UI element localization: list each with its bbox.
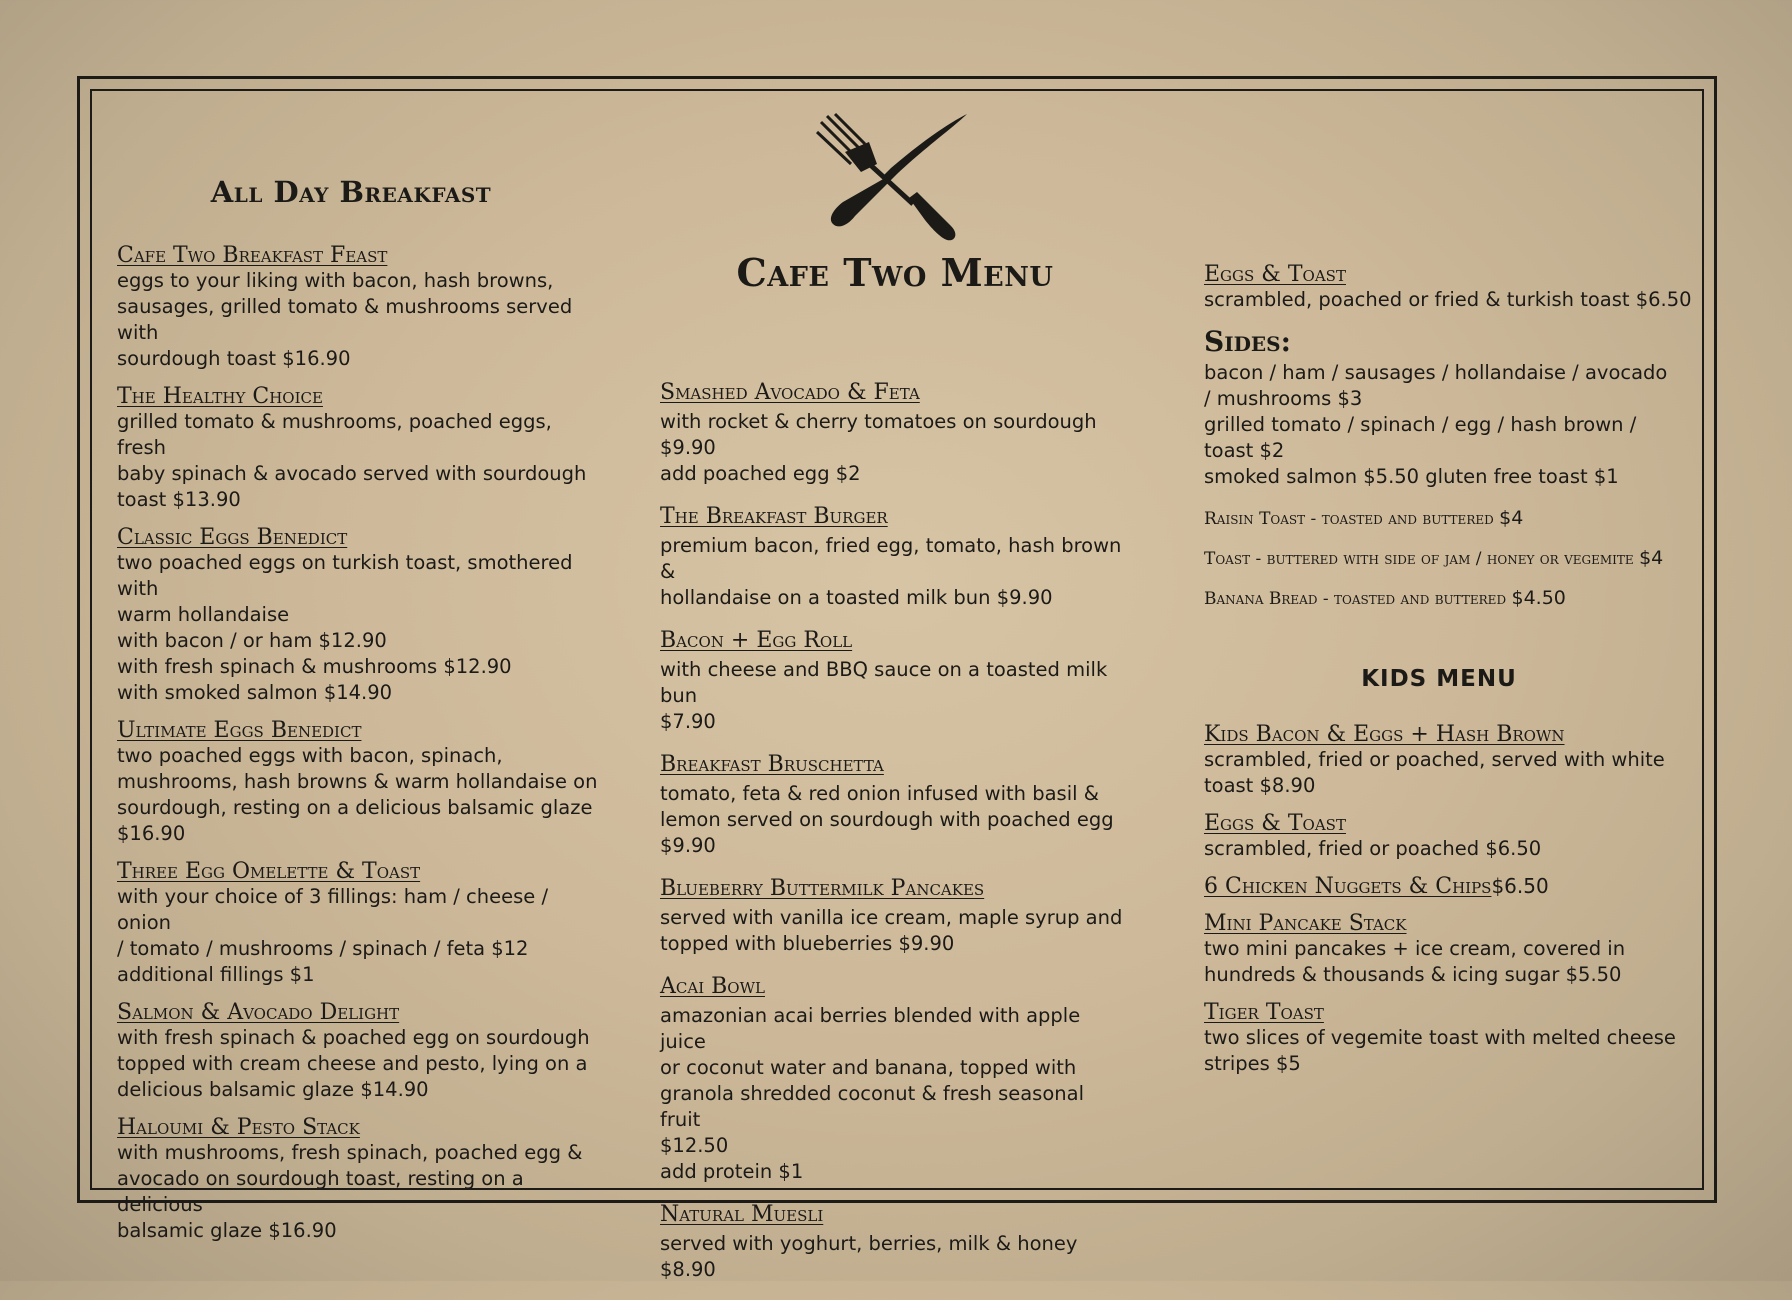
menu-item-name [660,876,1130,901]
menu-item-name [1204,1000,1694,1025]
menu-item-name [117,1000,602,1025]
menu-item-line: warm hollandaise [117,603,290,626]
menu-item-line: $9.90 [660,436,716,459]
menu-item-name [117,243,602,268]
menu-item [660,752,1130,859]
menu-item-name-text: Kids Bacon & Eggs + Hash Brown [1204,722,1565,747]
menu-item-name-text: Salmon & Avocado Delight [117,1000,400,1025]
menu-item-name [117,718,602,743]
menu-item-line: lemon served on sourdough with poached egg [660,808,1114,831]
menu-item [117,718,602,847]
menu-item [1204,1000,1694,1077]
menu-item-line: with cheese and BBQ sauce on a toasted milk bun [660,658,1108,707]
kids-menu-list [1204,722,1694,1077]
middle-menu-list [660,380,1130,1283]
menu-item-name [660,752,1130,777]
menu-item [1204,874,1694,899]
menu-item-description [117,1025,602,1103]
menu-item-name [1204,911,1694,936]
sides-heading: Sides: [1204,325,1291,358]
menu-item-name [117,384,602,409]
menu-item-name: Eggs & Toast [1204,262,1346,287]
menu-item-line: delicious balsamic glaze $14.90 [117,1078,429,1101]
menu-item-name-text: Ultimate Eggs Benedict [117,718,362,743]
menu-item-name-text: Classic Eggs Benedict [117,525,348,550]
menu-item-line: topped with blueberries $9.90 [660,932,955,955]
menu-item-name-text: The Healthy Choice [117,384,323,409]
menu-item-description [1204,747,1694,799]
menu-item-description [1204,287,1694,313]
menu-item-name [660,380,1130,405]
all-day-breakfast-list [117,243,602,1244]
raisin-toast-item [1204,508,1694,530]
menu-item [117,859,602,988]
menu-item-line: baby spinach & avocado served with sourdough [117,462,587,485]
menu-item-price: $6.50 [1491,874,1549,898]
sides-line: toast $2 [1204,439,1285,462]
menu-item [660,876,1130,957]
kids-menu-heading: KIDS MENU [1361,666,1517,692]
menu-item-name [1204,811,1694,836]
menu-item-line: two mini pancakes + ice cream, covered in [1204,937,1626,960]
menu-item-line: served with vanilla ice cream, maple syrup and [660,906,1123,929]
sides-description [1204,360,1694,490]
menu-item-name [1204,722,1694,747]
right-menu-column [1204,262,1694,1089]
menu-item-name [117,859,602,884]
banana-bread-item [1204,588,1694,610]
sides-line: / mushrooms $3 [1204,387,1363,410]
menu-item-name [117,1115,602,1140]
menu-item-name [660,974,1130,999]
menu-item-name-text: 6 Chicken Nuggets & Chips [1204,874,1492,899]
menu-item-name-text: Haloumi & Pesto Stack [117,1115,360,1140]
menu-item [117,384,602,513]
sides-line: smoked salmon $5.50 gluten free toast $1 [1204,465,1619,488]
menu-item-name-text: Mini Pancake Stack [1204,911,1407,936]
menu-item [660,1202,1130,1283]
menu-item-description [660,781,1130,859]
small-item-price: $4 [1639,547,1664,569]
menu-item-line: with smoked salmon $14.90 [117,681,393,704]
menu-item-description [117,743,602,847]
menu-item-description [660,657,1130,735]
menu-item-line: / tomato / mushrooms / spinach / feta $12 [117,937,529,960]
menu-item-name-text: Tiger Toast [1204,1000,1324,1025]
menu-item-line: add protein $1 [660,1160,804,1183]
menu-item-line: scrambled, fried or poached $6.50 [1204,837,1542,860]
menu-item-line: with rocket & cherry tomatoes on sourdough [660,410,1097,433]
menu-item-line: with fresh spinach & poached egg on sourdough [117,1026,590,1049]
menu-item-line: $16.90 [117,822,186,845]
menu-item-description [117,268,602,372]
menu-item [117,1115,602,1244]
toast-item [1204,548,1694,570]
menu-item-line: toast $13.90 [117,488,241,511]
menu-item-line: add poached egg $2 [660,462,861,485]
menu-item-line: scrambled, poached or fried & turkish toast $6.50 [1204,288,1692,311]
menu-item-name [660,504,1130,529]
menu-item-line: eggs to your liking with bacon, hash browns, [117,269,554,292]
menu-item-line: with mushrooms, fresh spinach, poached egg & [117,1141,583,1164]
menu-item-line: amazonian acai berries blended with apple juice [660,1004,1081,1053]
menu-item-name-text: Smashed Avocado & Feta [660,380,920,405]
menu-item-line: two slices of vegemite toast with melted cheese [1204,1026,1676,1049]
menu-item-name-text: Cafe Two Breakfast Feast [117,243,388,268]
menu-item-line: stripes $5 [1204,1052,1301,1075]
all-day-breakfast-heading: All Day Breakfast [210,175,492,209]
sides-line: bacon / ham / sausages / hollandaise / avocado [1204,361,1668,384]
menu-item-name-text: Breakfast Bruschetta [660,752,884,777]
menu-item [117,1000,602,1103]
menu-item-description [117,1140,602,1244]
menu-item [1204,811,1694,862]
menu-item-line: $9.90 [660,834,716,857]
menu-item-description [660,905,1130,957]
menu-item-line: $12.50 [660,1134,729,1157]
menu-item [117,243,602,372]
menu-item-line: topped with cream cheese and pesto, lying on a [117,1052,588,1075]
menu-item-name [1204,874,1694,899]
crossed-fork-knife-icon [815,112,975,242]
menu-item-line: scrambled, fried or poached, served with white [1204,748,1665,771]
menu-item-line: $7.90 [660,710,716,733]
small-item-label: Banana Bread - toasted and buttered [1204,589,1507,609]
menu-item-line: tomato, feta & red onion infused with basil & [660,782,1099,805]
menu-item-line: with bacon / or ham $12.90 [117,629,387,652]
menu-item-description [1204,836,1694,862]
menu-item-line: granola shredded coconut & fresh seasonal fruit [660,1082,1084,1131]
menu-item [660,504,1130,611]
menu-item [1204,262,1694,313]
small-item-label: Raisin Toast - toasted and buttered [1204,509,1494,529]
sides-line: grilled tomato / spinach / egg / hash brown / [1204,413,1637,436]
menu-item-name [117,525,602,550]
menu-item-line: or coconut water and banana, topped with [660,1056,1077,1079]
menu-item [660,974,1130,1185]
menu-item-name [660,628,1130,653]
menu-item-description [660,1003,1130,1185]
menu-item-line: sausages, grilled tomato & mushrooms served with [117,295,573,344]
menu-item-line: with fresh spinach & mushrooms $12.90 [117,655,512,678]
menu-item-line: hollandaise on a toasted milk bun $9.90 [660,586,1053,609]
menu-item-line: mushrooms, hash browns & warm hollandaise on [117,770,598,793]
menu-item [660,380,1130,487]
menu-item-line: balsamic glaze $16.90 [117,1219,337,1242]
small-item-price: $4.50 [1511,587,1566,609]
menu-item-line: two poached eggs on turkish toast, smothered with [117,551,573,600]
menu-item-name-text: Three Egg Omelette & Toast [117,859,421,884]
menu-item-line: served with yoghurt, berries, milk & honey $8.90 [660,1232,1078,1281]
menu-item-line: avocado on sourdough toast, resting on a delicious [117,1167,524,1216]
menu-item-line: grilled tomato & mushrooms, poached eggs, fresh [117,410,552,459]
page-title: Cafe Two Menu [736,250,1054,295]
menu-item [117,525,602,706]
menu-item-name-text: Eggs & Toast [1204,811,1346,836]
small-item-price: $4 [1499,507,1524,529]
menu-item-description [660,409,1130,487]
menu-item-description [1204,1025,1694,1077]
small-item-label: Toast - buttered with side of jam / honey or vegemite [1204,549,1634,569]
all-day-breakfast-column [117,175,602,1256]
menu-item-name-text: Acai Bowl [660,974,765,999]
menu-item-name-text: The Breakfast Burger [660,504,888,529]
menu-item-line: two poached eggs with bacon, spinach, [117,744,503,767]
menu-item-description [117,409,602,513]
middle-menu-column [660,380,1130,1300]
menu-item-line: toast $8.90 [1204,774,1316,797]
menu-item-name-text: Blueberry Buttermilk Pancakes [660,876,985,901]
menu-item-line: sourdough toast $16.90 [117,347,351,370]
menu-item-name-text: Bacon + Egg Roll [660,628,853,653]
menu-item-description [660,1231,1130,1283]
menu-item-description [1204,936,1694,988]
menu-item-name [660,1202,1130,1227]
menu-item-line: additional fillings $1 [117,963,315,986]
menu-item-line: hundreds & thousands & icing sugar $5.50 [1204,963,1622,986]
menu-item-line: sourdough, resting on a delicious balsamic glaze [117,796,593,819]
menu-item-line: premium bacon, fried egg, tomato, hash brown & [660,534,1122,583]
menu-item-name-text: Natural Muesli [660,1202,824,1227]
menu-item-line: with your choice of 3 fillings: ham / cheese / onion [117,885,549,934]
menu-item-description [660,533,1130,611]
menu-item [1204,722,1694,799]
menu-item-description [117,884,602,988]
menu-item [660,628,1130,735]
menu-item [1204,911,1694,988]
menu-item-description [117,550,602,706]
